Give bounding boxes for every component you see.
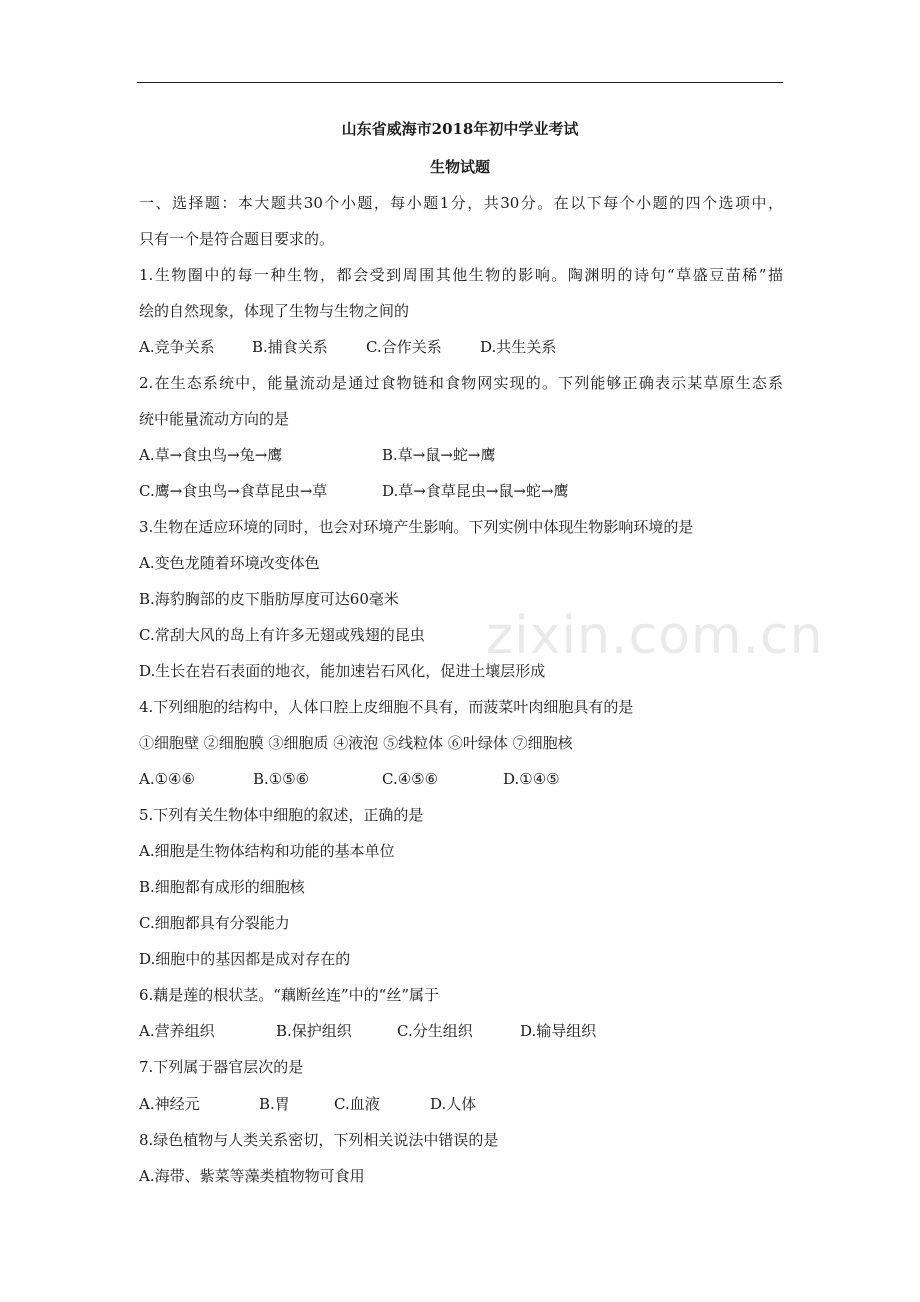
question-4-option-c: C.④⑤⑥	[382, 770, 439, 788]
question-1-stem-cont: 绘的自然现象，体现了生物与生物之间的	[139, 302, 410, 320]
question-1-option-d: D.共生关系	[480, 338, 557, 356]
question-1-option-c: C.合作关系	[366, 338, 442, 356]
question-1-stem: 1.生物圈中的每一种生物，都会受到周围其他生物的影响。陶渊明的诗句“草盛豆苗稀”描	[139, 266, 783, 284]
question-5-option-c: C.细胞都具有分裂能力	[139, 914, 290, 932]
question-3-option-b: B.海豹胸部的皮下脂肪厚度可达60毫米	[139, 590, 399, 608]
question-8-stem: 8.绿色植物与人类关系密切，下列相关说法中错误的是	[139, 1131, 499, 1149]
header-rule	[137, 82, 783, 83]
question-3-stem: 3.生物在适应环境的同时，也会对环境产生影响。下列实例中体现生物影响环境的是	[139, 518, 694, 536]
question-4-items: ①细胞壁 ②细胞膜 ③细胞质 ④液泡 ⑤线粒体 ⑥叶绿体 ⑦细胞核	[139, 734, 573, 752]
question-2-option-b: B.草→鼠→蛇→鹰	[382, 446, 496, 464]
question-3-option-d: D.生长在岩石表面的地衣，能加速岩石风化，促进土壤层形成	[139, 662, 546, 680]
question-7-stem: 7.下列属于器官层次的是	[139, 1058, 304, 1076]
question-6-option-d: D.输导组织	[520, 1022, 597, 1040]
question-7-option-b: B.胃	[259, 1095, 290, 1113]
question-7-option-c: C.血液	[334, 1095, 380, 1113]
question-3-option-a: A.变色龙随着环境改变体色	[139, 554, 320, 572]
question-4-option-a: A.①④⑥	[139, 770, 195, 788]
exam-subtitle: 生物试题	[429, 158, 490, 176]
question-1-option-b: B.捕食关系	[252, 338, 328, 356]
question-2-stem: 2.在生态系统中，能量流动是通过食物链和食物网实现的。下列能够正确表示某草原生态系	[139, 374, 783, 392]
section-instructions-cont: 只有一个是符合题目要求的。	[139, 230, 335, 248]
question-6-stem: 6.藕是莲的根状茎。“藕断丝连”中的“丝”属于	[139, 986, 439, 1004]
question-6-option-a: A.营养组织	[139, 1022, 215, 1040]
question-3-option-c: C.常刮大风的岛上有许多无翅或残翅的昆虫	[139, 626, 425, 644]
question-5-option-d: D.细胞中的基因都是成对存在的	[139, 950, 351, 968]
question-2-option-c: C.鹰→食虫鸟→食草昆虫→草	[139, 482, 328, 500]
question-2-option-d: D.草→食草昆虫→鼠→蛇→鹰	[382, 482, 569, 500]
question-8-option-a: A.海带、紫菜等藻类植物物可食用	[139, 1167, 365, 1185]
question-6-option-b: B.保护组织	[276, 1022, 352, 1040]
question-4-option-d: D.①④⑤	[503, 770, 560, 788]
question-5-option-b: B.细胞都有成形的细胞核	[139, 878, 305, 896]
exam-title: 山东省威海市2018年初中学业考试	[341, 120, 579, 138]
question-7-option-d: D.人体	[430, 1095, 477, 1113]
question-2-stem-cont: 统中能量流动方向的是	[139, 410, 290, 428]
watermark: zixin.com.cn	[486, 606, 824, 666]
section-instructions: 一、选择题：本大题共30个小题，每小题1分，共30分。在以下每个小题的四个选项中，	[139, 194, 783, 212]
question-1-option-a: A.竞争关系	[139, 338, 215, 356]
question-2-option-a: A.草→食虫鸟→兔→鹰	[139, 446, 283, 464]
question-5-option-a: A.细胞是生物体结构和功能的基本单位	[139, 842, 395, 860]
question-4-option-b: B.①⑤⑥	[253, 770, 310, 788]
question-6-option-c: C.分生组织	[397, 1022, 473, 1040]
question-7-option-a: A.神经元	[139, 1095, 200, 1113]
question-4-stem: 4.下列细胞的结构中，人体口腔上皮细胞不具有，而菠菜叶肉细胞具有的是	[139, 698, 634, 716]
question-5-stem: 5.下列有关生物体中细胞的叙述，正确的是	[139, 806, 424, 824]
